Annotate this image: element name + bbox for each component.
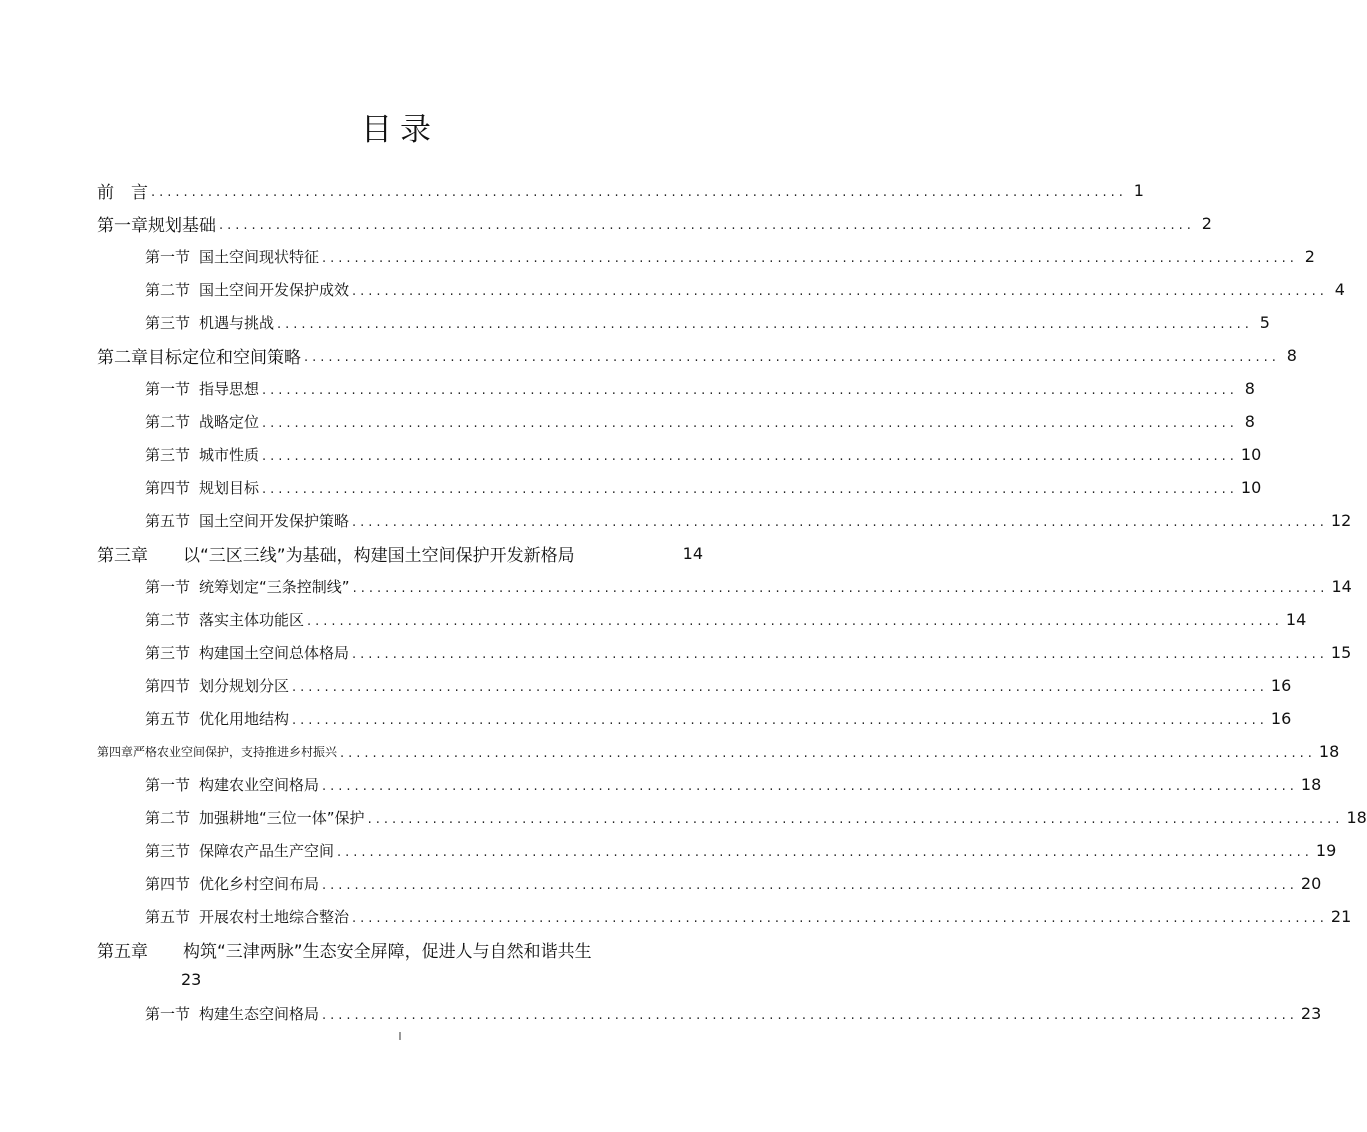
toc-entry-page: 8 [1244,411,1255,431]
toc-entry-page: 21 [1330,906,1352,926]
toc-entry-page: 18 [1346,807,1367,827]
toc-entry-label: 机遇与挑战 [199,313,275,332]
toc-entry-page: 14 [1285,609,1307,629]
toc-section-row[interactable] [145,671,1292,699]
toc-entry-page: 18 [1300,774,1322,794]
toc-entry-number: 第五节 [145,709,191,728]
toc-leader-dots: ........................................................................................................................ [352,910,1328,926]
toc-entry-label: 严格农业空间保护，支持推进乡村振兴 [133,744,338,759]
toc-entry-page: 14 [1331,576,1352,596]
toc-entry-number: 第五章 [97,941,148,962]
toc-leader-dots: ........................................................................................................................ [262,415,1238,431]
toc-entry-number: 第五节 [145,511,191,530]
toc-entry-page: 8 [1286,345,1297,365]
toc-leader-dots: ........................................................................................................................ [307,613,1283,629]
toc-leader-dots: ........................................................................................................................ [352,646,1328,662]
toc-entry-label: 城市性质 [199,445,260,464]
toc-section-row[interactable] [145,572,1352,600]
toc-leader-dots: ........................................................................................................................ [322,877,1298,893]
toc-entry-label: 加强耕地“三位一体”保护 [199,808,365,827]
toc-entry-page: 2 [1304,246,1315,266]
toc-leader-dots: ........................................................................................................................ [352,514,1328,530]
toc-entry-number: 第四章 [97,744,134,759]
toc-entry-label: 构筑“三津两脉”生态安全屏障，促进人与自然和谐共生 [183,941,592,962]
toc-section-row[interactable] [145,704,1292,732]
toc-entry-page: 19 [1315,840,1337,860]
toc-leader-dots: ........................................................................................................................ [151,184,1127,200]
toc-leader-dots: ........................................................................................................................ [352,283,1328,299]
toc-leader-dots: ........................................................................................................................ [262,448,1238,464]
toc-entry-number: 第二节 [145,610,191,629]
toc-entry-page: 20 [1300,873,1322,893]
toc-section-row[interactable] [145,275,1345,303]
toc-leader-dots: ........................................................................................................................ [304,349,1280,365]
toc-entry-number: 第三节 [145,643,191,662]
toc-entry-label: 保障农产品生产空间 [199,841,335,860]
toc-section-row[interactable] [145,836,1337,864]
toc-entry-number: 第二节 [145,808,191,827]
toc-leader-dots: ........................................................................................................................ [322,778,1298,794]
toc-entry-number: 前 言 [97,182,148,203]
toc-entry-label: 优化乡村空间布局 [199,874,320,893]
toc-entry-number: 第三节 [145,445,191,464]
toc-entry-label: 规划目标 [199,478,260,497]
toc-section-row[interactable] [145,308,1270,336]
toc-chapter-row[interactable] [97,341,1297,369]
toc-leader-dots: ........................................................................................................................ [262,481,1238,497]
toc-entry-page: 2 [1201,213,1212,233]
toc-entry-page: 12 [1330,510,1352,530]
toc-entry-page: 5 [1259,312,1270,332]
toc-entry-page: 1 [1133,180,1144,200]
toc-section-row[interactable] [145,407,1255,435]
footer-page-number: I [398,1030,402,1043]
toc-leader-dots: ........................................................................................................................ [322,1007,1298,1023]
toc-section-row[interactable] [145,506,1352,534]
toc-section-row[interactable] [145,374,1255,402]
toc-entry-number: 第一节 [145,577,191,596]
toc-section-row[interactable] [145,999,1322,1027]
toc-entry-number: 第三节 [145,313,191,332]
toc-entry-page: 15 [1330,642,1352,662]
toc-section-row[interactable] [145,638,1352,666]
toc-leader-dots: ........................................................................................................................ [337,844,1313,860]
toc-entry-label: 以“三区三线”为基础，构建国土空间保护开发新格局 [183,545,575,566]
toc-entry-page: 14 [682,543,703,563]
toc-leader-dots: ........................................................................................................................ [277,316,1253,332]
toc-leader-dots: ........................................................................................................................ [367,811,1344,827]
toc-leader-dots: ........................................................................................................................ [340,745,1316,761]
toc-leader-dots: ........................................................................................................................ [219,217,1195,233]
toc-entry-label: 战略定位 [199,412,260,431]
toc-entry-label: 划分规划分区 [199,676,290,695]
toc-section-row[interactable] [145,869,1322,897]
toc-entry-label: 构建生态空间格局 [199,1004,320,1023]
page-title: 目录 [361,112,439,148]
toc-chapter-row[interactable] [97,209,1212,237]
toc-entry-page: 23 [181,970,202,989]
toc-entry-number: 第三节 [145,841,191,860]
toc-entry-label: 目标定位和空间策略 [148,347,301,368]
toc-entry-number: 第一节 [145,379,191,398]
toc-entry-number: 第二章 [97,347,148,368]
toc-leader-dots: ........................................................................................................................ [292,712,1268,728]
toc-entry-page: 10 [1240,477,1262,497]
toc-entry-page: 23 [1300,1003,1322,1023]
toc-leader-dots: ........................................................................................................................ [352,580,1329,596]
toc-leader-dots: ........................................................................................................................ [292,679,1268,695]
toc-entry-label: 指导思想 [199,379,260,398]
toc-chapter-row[interactable] [97,737,1340,765]
toc-entry-page: 16 [1270,675,1292,695]
toc-entry-label: 国土空间开发保护策略 [199,511,350,530]
toc-section-row[interactable] [145,440,1262,468]
toc-entry-label: 构建国土空间总体格局 [199,643,350,662]
toc-entry-page: 16 [1270,708,1292,728]
toc-entry-number: 第一节 [145,775,191,794]
toc-chapter-row[interactable] [97,539,703,567]
toc-entry-page: 8 [1244,378,1255,398]
toc-section-row[interactable] [145,473,1262,501]
toc-entry-label: 开展农村土地综合整治 [199,907,350,926]
toc-entry-number: 第四节 [145,874,191,893]
toc-entry-number: 第二节 [145,280,191,299]
toc-chapter-row[interactable] [97,176,1144,204]
toc-entry-page: 4 [1334,279,1345,299]
toc-entry-page: 10 [1240,444,1262,464]
toc-leader-dots: ........................................................................................................................ [262,382,1238,398]
toc-entry-label: 优化用地结构 [199,709,290,728]
toc-section-row[interactable] [145,605,1307,633]
toc-entry-number: 第二节 [145,412,191,431]
toc-entry-number: 第四节 [145,676,191,695]
toc-entry-page: 18 [1318,741,1340,761]
toc-section-row[interactable] [145,770,1322,798]
toc-entry-label: 落实主体功能区 [199,610,305,629]
toc-section-row[interactable] [145,803,1367,831]
toc-entry-number: 第五节 [145,907,191,926]
toc-section-row[interactable] [145,242,1315,270]
toc-leader-dots: ........................................................................................................................ [322,250,1298,266]
toc-entry-label: 构建农业空间格局 [199,775,320,794]
toc-entry-number: 第四节 [145,478,191,497]
toc-entry-number: 第一节 [145,247,191,266]
toc-entry-label: 国土空间现状特征 [199,247,320,266]
toc-entry-label: 规划基础 [148,215,216,236]
toc-entry-number: 第一章 [97,215,148,236]
toc-section-row[interactable] [145,902,1352,930]
toc-entry-label: 国土空间开发保护成效 [199,280,350,299]
toc-entry-label: 统筹划定“三条控制线” [199,577,350,596]
toc-entry-number: 第三章 [97,545,148,566]
toc-chapter-row[interactable] [97,935,703,963]
toc-entry-number: 第一节 [145,1004,191,1023]
